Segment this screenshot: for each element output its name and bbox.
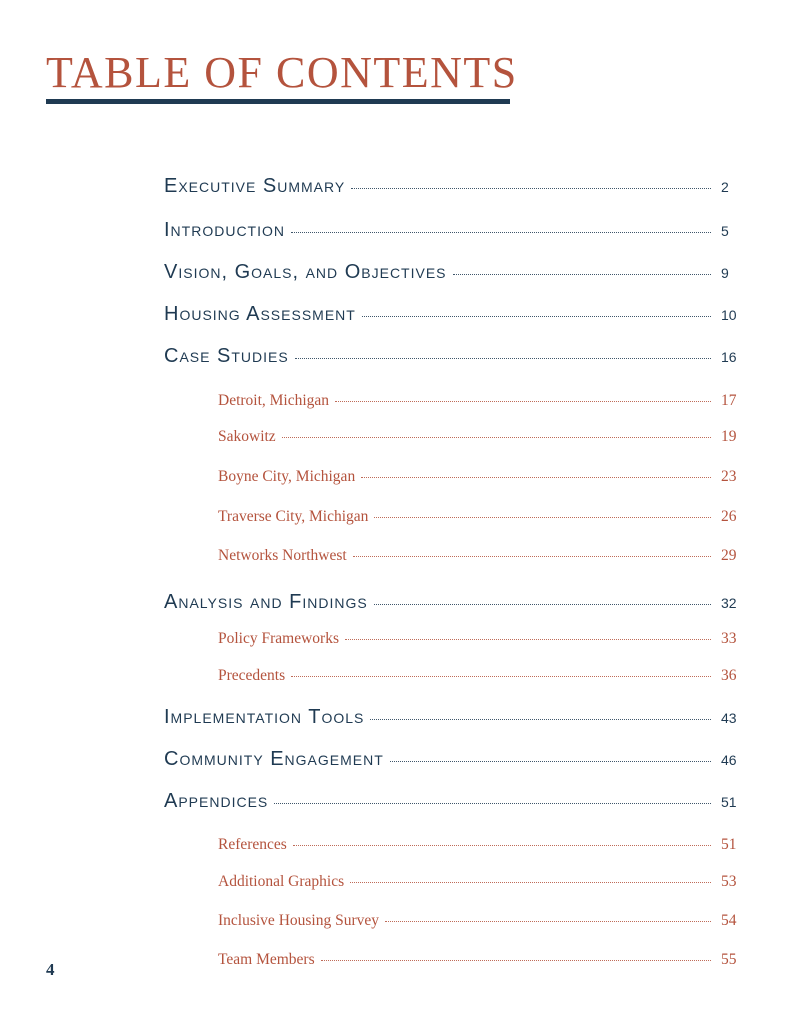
- toc-label: Traverse City, Michigan: [218, 508, 369, 525]
- toc-entry-inclusive-housing-survey[interactable]: [218, 912, 743, 930]
- dot-leader: [321, 960, 711, 961]
- toc-entry-additional-graphics[interactable]: [218, 873, 743, 891]
- dot-leader: [385, 921, 711, 922]
- title-underline: [46, 99, 510, 104]
- dot-leader: [335, 401, 711, 402]
- dot-leader: [345, 639, 711, 640]
- dot-leader: [291, 676, 711, 677]
- toc-entry-case-studies[interactable]: [164, 345, 743, 368]
- toc-label: Housing Assessment: [164, 303, 356, 325]
- dot-leader: [374, 517, 711, 518]
- toc-page: 33: [721, 630, 737, 647]
- toc-entry-detroit[interactable]: [218, 392, 743, 410]
- toc-label: Analysis and Findings: [164, 591, 368, 613]
- dot-leader: [390, 761, 711, 762]
- toc-page: 10: [721, 307, 737, 323]
- toc-page: 51: [721, 836, 737, 853]
- toc-entry-appendices[interactable]: [164, 790, 743, 813]
- toc-entry-traverse-city[interactable]: [218, 508, 743, 526]
- dot-leader: [362, 316, 711, 317]
- toc-entry-analysis-findings[interactable]: [164, 591, 743, 614]
- dot-leader: [295, 358, 711, 359]
- toc-page: 54: [721, 912, 737, 929]
- dot-leader: [291, 232, 711, 233]
- toc-entry-sakowitz[interactable]: [218, 428, 743, 446]
- toc-label: Policy Frameworks: [218, 630, 339, 647]
- toc-label: Precedents: [218, 667, 286, 684]
- dot-leader: [374, 604, 711, 605]
- toc-page: 9: [721, 265, 729, 281]
- toc-page: 26: [721, 508, 737, 525]
- toc-label: Networks Northwest: [218, 547, 347, 564]
- toc-page: 23: [721, 468, 737, 485]
- toc-label: Team Members: [218, 951, 315, 968]
- toc-label: Sakowitz: [218, 428, 276, 445]
- toc-label: Appendices: [164, 790, 269, 812]
- toc-page: 36: [721, 667, 737, 684]
- dot-leader: [350, 882, 711, 883]
- dot-leader: [353, 556, 711, 557]
- toc-entry-networks-northwest[interactable]: [218, 547, 743, 565]
- dot-leader: [274, 803, 711, 804]
- toc-entry-boyne-city[interactable]: [218, 468, 743, 486]
- toc-entry-vision-goals[interactable]: [164, 261, 743, 284]
- toc-page: 2: [721, 179, 729, 195]
- dot-leader: [351, 188, 711, 189]
- page-title: TABLE OF CONTENTS: [46, 48, 518, 97]
- toc-entry-precedents[interactable]: [218, 667, 743, 685]
- toc-page: 17: [721, 392, 737, 409]
- dot-leader: [361, 477, 711, 478]
- dot-leader: [453, 274, 711, 275]
- toc-entry-introduction[interactable]: [164, 219, 743, 242]
- toc-label: Introduction: [164, 219, 285, 241]
- toc-label: Additional Graphics: [218, 873, 345, 890]
- dot-leader: [293, 845, 711, 846]
- toc-page: 43: [721, 710, 737, 726]
- toc-entry-community-engagement[interactable]: [164, 748, 743, 771]
- toc-page: 46: [721, 752, 737, 768]
- toc-entry-policy-frameworks[interactable]: [218, 630, 743, 648]
- page-number: 4: [46, 960, 55, 979]
- toc-label: Inclusive Housing Survey: [218, 912, 380, 929]
- toc-page: 51: [721, 794, 737, 810]
- toc-label: Boyne City, Michigan: [218, 468, 356, 485]
- toc-page: 19: [721, 428, 737, 445]
- toc-label: Vision, Goals, and Objectives: [164, 261, 447, 283]
- toc-label: Community Engagement: [164, 748, 384, 770]
- toc-label: Executive Summary: [164, 175, 346, 197]
- toc-page: 55: [721, 951, 737, 968]
- toc-entry-team-members[interactable]: [218, 951, 743, 969]
- toc-page: 5: [721, 223, 729, 239]
- toc-entry-executive-summary[interactable]: [164, 175, 743, 198]
- toc-entry-implementation-tools[interactable]: [164, 706, 743, 729]
- toc-page: 53: [721, 873, 737, 890]
- toc-entry-housing-assessment[interactable]: [164, 303, 743, 326]
- toc-label: References: [218, 836, 287, 853]
- toc-page: 16: [721, 349, 737, 365]
- toc-page: 32: [721, 595, 737, 611]
- toc-page: 29: [721, 547, 737, 564]
- toc-entry-references[interactable]: [218, 836, 743, 854]
- toc-label: Implementation Tools: [164, 706, 365, 728]
- dot-leader: [370, 719, 711, 720]
- toc-label: Case Studies: [164, 345, 289, 367]
- toc-label: Detroit, Michigan: [218, 392, 330, 409]
- dot-leader: [282, 437, 711, 438]
